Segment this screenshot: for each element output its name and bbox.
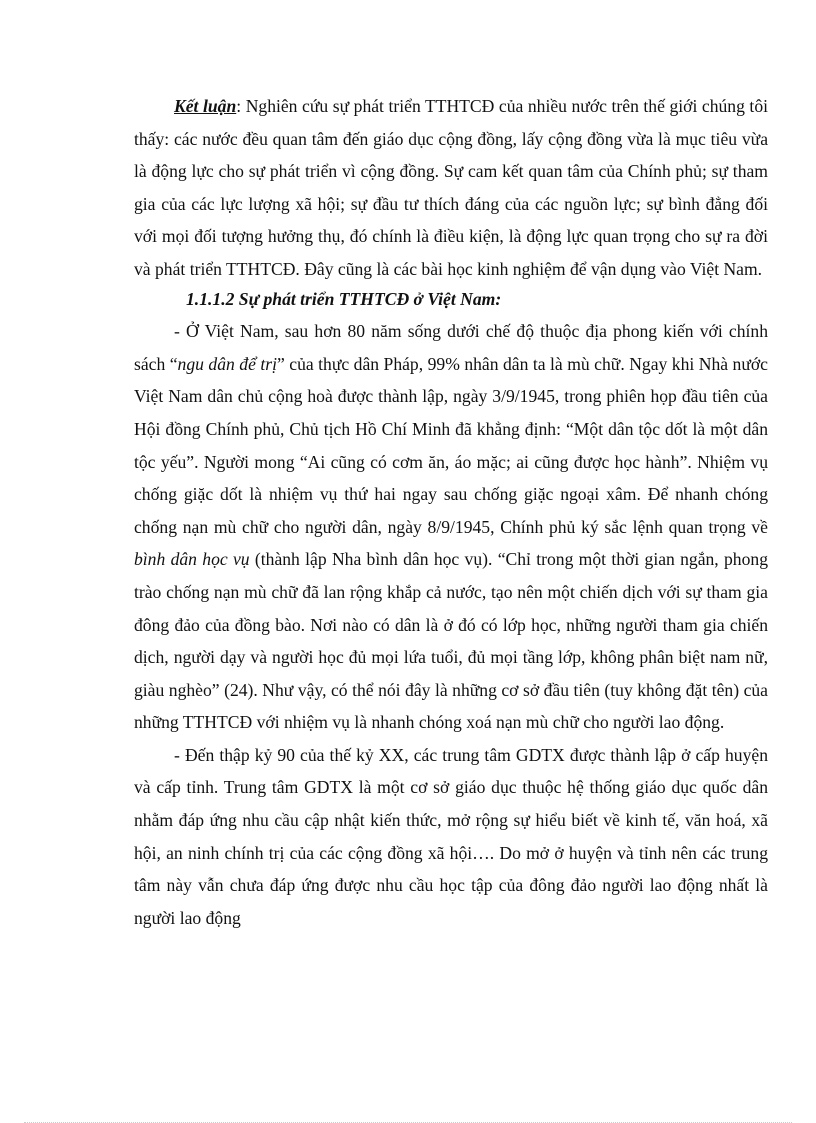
conclusion-text: : Nghiên cứu sự phát triển TTHTCĐ của nhiều nước trên thế giới chúng tôi thấy: các nước đều quan tâm đến giáo dục cộng đồng, lấy cộng đồng vừa là mục tiêu vừa là động lực cho sự phát triển vì cộng đồng. Sự cam kết quan tâm của Chính phủ; sự tham gia của các lực lượng xã hội; sự đầu tư thích đáng của các nguồn lực; sự bình đẳng đối với mọi đối tượng hưởng thụ, đó chính là điều kiện, là động lực quan trọng cho sự ra đời và phát triển TTHTCĐ. Đây cũng là các bài học kinh nghiệm để vận dụng vào Việt Nam.	[134, 96, 769, 279]
history-paragraph	[134, 315, 768, 739]
conclusion-lead-term: Kết luận	[174, 96, 237, 116]
history-text-part-3: (thành lập Nha bình dân học vụ). “Chỉ trong một thời gian ngắn, phong trào chống nạn mù chữ đã lan rộng khắp cả nước, tạo nên một chiến dịch với sự tham gia đông đảo của đồng bào. Nơi nào có dân là ở đó có lớp học, những người tham gia chiến dịch, người dạy và người học đủ mọi lứa tuổi, đủ mọi tầng lớp, không phân biệt nam nữ, giàu nghèo” (24). Như vậy, có thể nói đây là những cơ sở đầu tiên (tuy không đặt tên) của những TTHTCĐ với nhiệm vụ là nhanh chóng xoá nạn mù chữ cho người lao động.	[134, 549, 768, 733]
history-italic-phrase-2: bình dân học vụ	[134, 549, 250, 570]
document-page	[134, 90, 768, 934]
section-heading-text: 1.1.1.2 Sự phát triển TTHTCĐ ở Việt Nam:	[186, 288, 502, 309]
gdtx-text: - Đến thập kỷ 90 của thế kỷ XX, các trung tâm GDTX được thành lập ở cấp huyện và cấp tỉnh. Trung tâm GDTX là một cơ sở giáo dục thuộc hệ thống giáo dục quốc dân nhằm đáp ứng nhu cầu cập nhật kiến thức, mở rộng sự hiểu biết về kinh tế, văn hoá, xã hội, an ninh chính trị của các cộng đồng xã hội…. Do mở ở huyện và tỉnh nên các trung tâm này vẫn chưa đáp ứng được nhu cầu học tập của đông đảo người lao động nhất là người lao động	[134, 744, 768, 928]
history-text-part-1: - Ở Việt Nam, sau hơn 80 năm sống dưới chế độ thuộc địa phong kiến với chính sách “	[134, 321, 768, 374]
conclusion-paragraph	[134, 90, 768, 286]
history-italic-phrase-1: ngu dân để trị	[177, 353, 277, 374]
section-heading	[134, 283, 768, 316]
gdtx-paragraph	[134, 739, 768, 935]
history-text-part-2: ” của thực dân Pháp, 99% nhân dân ta là mù chữ. Ngay khi Nhà nước Việt Nam dân chủ cộng hoà được thành lập, ngày 3/9/1945, trong phiên họp đầu tiên của Hội đồng Chính phủ, Chủ tịch Hồ Chí Minh đã khẳng định: “Một dân tộc dốt là một dân tộc yếu”. Người mong “Ai cũng có cơm ăn, áo mặc; ai cũng được học hành”. Nhiệm vụ chống giặc dốt là nhiệm vụ thứ hai ngay sau chống giặc ngoại xâm. Để nhanh chóng chống nạn mù chữ cho người dân, ngày 8/9/1945, Chính phủ ký sắc lệnh quan trọng về	[134, 353, 768, 537]
